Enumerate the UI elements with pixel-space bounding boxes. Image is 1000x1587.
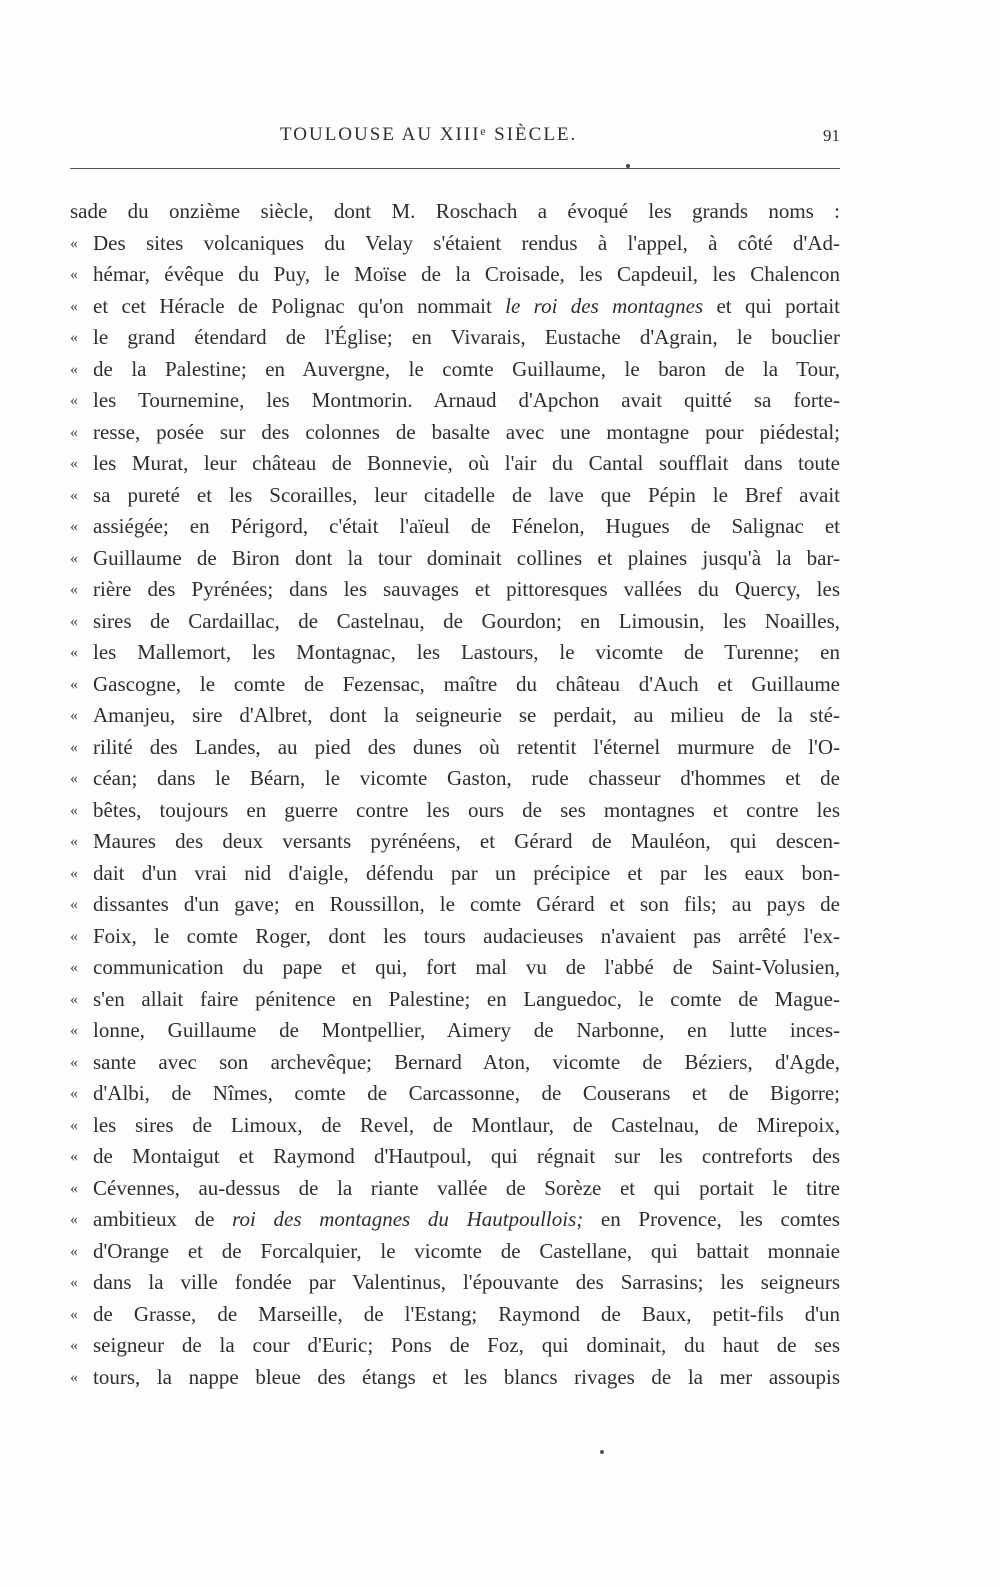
quote-mark: « [70, 833, 78, 850]
text-line [70, 1173, 840, 1205]
text-segment: Maures des deux versants pyrénéens, et Gérard de Mauléon, qui descen- [93, 829, 840, 853]
text-segment: sante avec son archevêque; Bernard Aton, vicomte de Béziers, d'Agde, [93, 1049, 840, 1074]
quote-mark: « [70, 644, 78, 661]
text-segment: d'Orange et de Forcalquier, le vicomte de Castellane, qui battait monnaie [93, 1238, 840, 1263]
quote-mark: « [70, 770, 78, 787]
italic-text: roi des montagnes du Hautpoullois; [232, 1207, 584, 1231]
text-segment: rière des Pyrénées; dans les sauvages et pittoresques vallées du Quercy, les [93, 577, 840, 601]
text-segment: Amanjeu, sire d'Albret, dont la seigneurie se perdait, au milieu de la sté- [93, 703, 840, 727]
running-title: TOULOUSE AU XIIIᵉ SIÈCLE. [280, 124, 578, 145]
header-rule-ornament [626, 164, 630, 168]
text-segment: lonne, Guillaume de Montpellier, Aimery de Narbonne, en lutte inces- [93, 1018, 840, 1042]
quote-mark: « [70, 1242, 78, 1260]
quote-mark: « [70, 581, 78, 598]
text-segment: les sires de Limoux, de Revel, de Montlaur, de Castelnau, de Mirepoix, [93, 1112, 840, 1137]
text-segment: les Mallemort, les Montagnac, les Lastours, le vicomte de Turenne; en [93, 640, 840, 664]
italic-text: le roi des montagnes [505, 293, 704, 318]
quote-mark: « [70, 896, 78, 913]
text-segment: de la Palestine; en Auvergne, le comte Guillaume, le baron de la Tour, [93, 356, 840, 381]
header-rule [70, 168, 840, 169]
quote-mark: « [70, 329, 78, 346]
quote-mark: « [70, 423, 78, 441]
text-line [70, 1110, 840, 1142]
text-line [70, 669, 840, 701]
quote-mark: « [70, 959, 78, 976]
text-line [70, 1362, 840, 1394]
page-number: 91 [823, 126, 840, 145]
quote-mark: « [70, 486, 78, 504]
quote-mark: « [70, 455, 78, 472]
text-line [70, 1047, 840, 1079]
quote-mark: « [70, 707, 78, 724]
quote-mark: « [70, 266, 78, 283]
text-line [70, 1267, 840, 1299]
quote-mark: « [70, 549, 78, 567]
text-segment: sires de Cardaillac, de Castelnau, de Gourdon; en Limousin, les Noailles, [93, 608, 840, 633]
text-segment: de Grasse, de Marseille, de l'Estang; Raymond de Baux, petit-fils d'un [93, 1301, 840, 1326]
text-line [70, 448, 840, 480]
text-line [70, 826, 840, 858]
text-line [70, 480, 840, 512]
text-line [70, 354, 840, 386]
text-line [70, 511, 840, 543]
text-segment: tours, la nappe bleue des étangs et les blancs rivages de la mer assoupis [93, 1364, 840, 1389]
text-segment: s'en allait faire pénitence en Palestine; en Languedoc, le comte de Mague- [93, 986, 840, 1011]
quote-mark: « [70, 1211, 78, 1228]
text-segment: Gascogne, le comte de Fezensac, maître du château d'Auch et Guillaume [93, 671, 840, 696]
text-line [70, 763, 840, 795]
text-segment: en Provence, les comtes [583, 1207, 840, 1231]
quote-mark: « [70, 234, 78, 252]
quote-mark: « [70, 297, 78, 315]
quote-mark: « [70, 801, 78, 819]
quote-mark: « [70, 1053, 78, 1071]
quote-mark: « [70, 1085, 78, 1102]
text-segment: dans la ville fondée par Valentinus, l'épouvante des Sarrasins; les seigneurs [93, 1270, 840, 1294]
text-line [70, 543, 840, 575]
text-segment: et cet Héracle de Polignac qu'on nommait [93, 293, 506, 318]
text-line [70, 700, 840, 732]
text-line [70, 385, 840, 417]
text-line [70, 1236, 840, 1268]
quote-mark: « [70, 1274, 78, 1291]
quote-mark: « [70, 1116, 78, 1134]
quote-mark: « [70, 392, 78, 409]
running-head [70, 120, 840, 150]
text-segment: les Murat, leur château de Bonnevie, où l'air du Cantal soufflait dans toute [93, 451, 840, 475]
text-line [70, 637, 840, 669]
text-line [70, 259, 840, 291]
text-line [70, 1330, 840, 1362]
text-line [70, 291, 840, 323]
text-segment: ambitieux de [93, 1207, 233, 1231]
quote-mark: « [70, 738, 78, 756]
quote-mark: « [70, 518, 78, 535]
text-line [70, 417, 840, 449]
text-line [70, 1204, 840, 1236]
text-segment: d'Albi, de Nîmes, comte de Carcassonne, de Couserans et de Bigorre; [93, 1081, 840, 1105]
text-segment: Foix, le comte Roger, dont les tours audacieuses n'avaient pas arrêté l'ex- [93, 923, 840, 948]
text-segment: assiégée; en Périgord, c'était l'aïeul de Fénelon, Hugues de Salignac et [93, 514, 840, 538]
text-line [70, 574, 840, 606]
text-line [70, 952, 840, 984]
quote-mark: « [70, 360, 78, 378]
quote-mark: « [70, 990, 78, 1008]
text-segment: dait d'un vrai nid d'aigle, défendu par un précipice et par les eaux bon- [93, 860, 840, 885]
quote-mark: « [70, 1337, 78, 1354]
text-line [70, 889, 840, 921]
quote-mark: « [70, 612, 78, 630]
text-segment: le grand étendard de l'Église; en Vivarais, Eustache d'Agrain, le bouclier [93, 325, 840, 349]
text-segment: et qui portait [703, 293, 840, 318]
quote-mark: « [70, 1022, 78, 1039]
quote-mark: « [70, 1305, 78, 1323]
text-segment: seigneur de la cour d'Euric; Pons de Foz, qui dominait, du haut de ses [93, 1333, 840, 1357]
footer-ornament [600, 1450, 604, 1454]
text-line [70, 196, 840, 228]
quote-mark: « [70, 927, 78, 945]
text-segment: de Montaigut et Raymond d'Hautpoul, qui régnait sur les contreforts des [93, 1144, 840, 1168]
text-line [70, 984, 840, 1016]
text-segment: dissantes d'un gave; en Roussillon, le comte Gérard et son fils; au pays de [93, 892, 840, 916]
text-line [70, 1299, 840, 1331]
quote-mark: « [70, 1368, 78, 1386]
text-segment: sa pureté et les Scorailles, leur citadelle de lave que Pépin le Bref avait [93, 482, 840, 507]
text-segment: Des sites volcaniques du Velay s'étaient rendus à l'appel, à côté d'Ad- [93, 230, 840, 255]
text-line [70, 228, 840, 260]
text-line [70, 1078, 840, 1110]
text-segment: communication du pape et qui, fort mal vu de l'abbé de Saint-Volusien, [93, 955, 840, 979]
text-segment: les Tournemine, les Montmorin. Arnaud d'Apchon avait quitté sa forte- [93, 388, 840, 412]
text-segment: Guillaume de Biron dont la tour dominait collines et plaines jusqu'à la bar- [93, 545, 840, 570]
text-segment: hémar, évêque du Puy, le Moïse de la Croisade, les Capdeuil, les Chalencon [93, 262, 840, 286]
text-line [70, 858, 840, 890]
text-line [70, 732, 840, 764]
text-line [70, 1015, 840, 1047]
quote-mark: « [70, 675, 78, 693]
text-segment: sade du onzième siècle, dont M. Roschach a évoqué les grands noms : [70, 199, 840, 223]
text-segment: resse, posée sur des colonnes de basalte avec une montagne pour piédestal; [93, 419, 840, 444]
text-segment: rilité des Landes, au pied des dunes où retentit l'éternel murmure de l'O- [93, 734, 840, 759]
text-line [70, 795, 840, 827]
quote-mark: « [70, 1179, 78, 1197]
text-line [70, 606, 840, 638]
text-segment: bêtes, toujours en guerre contre les ours de ses montagnes et contre les [93, 797, 840, 822]
text-line [70, 1141, 840, 1173]
quote-mark: « [70, 1148, 78, 1165]
text-line [70, 322, 840, 354]
quote-mark: « [70, 864, 78, 882]
body-text [70, 196, 840, 1393]
text-segment: Cévennes, au-dessus de la riante vallée de Sorèze et qui portait le titre [93, 1175, 840, 1200]
text-segment: céan; dans le Béarn, le vicomte Gaston, rude chasseur d'hommes et de [93, 766, 840, 790]
text-line [70, 921, 840, 953]
